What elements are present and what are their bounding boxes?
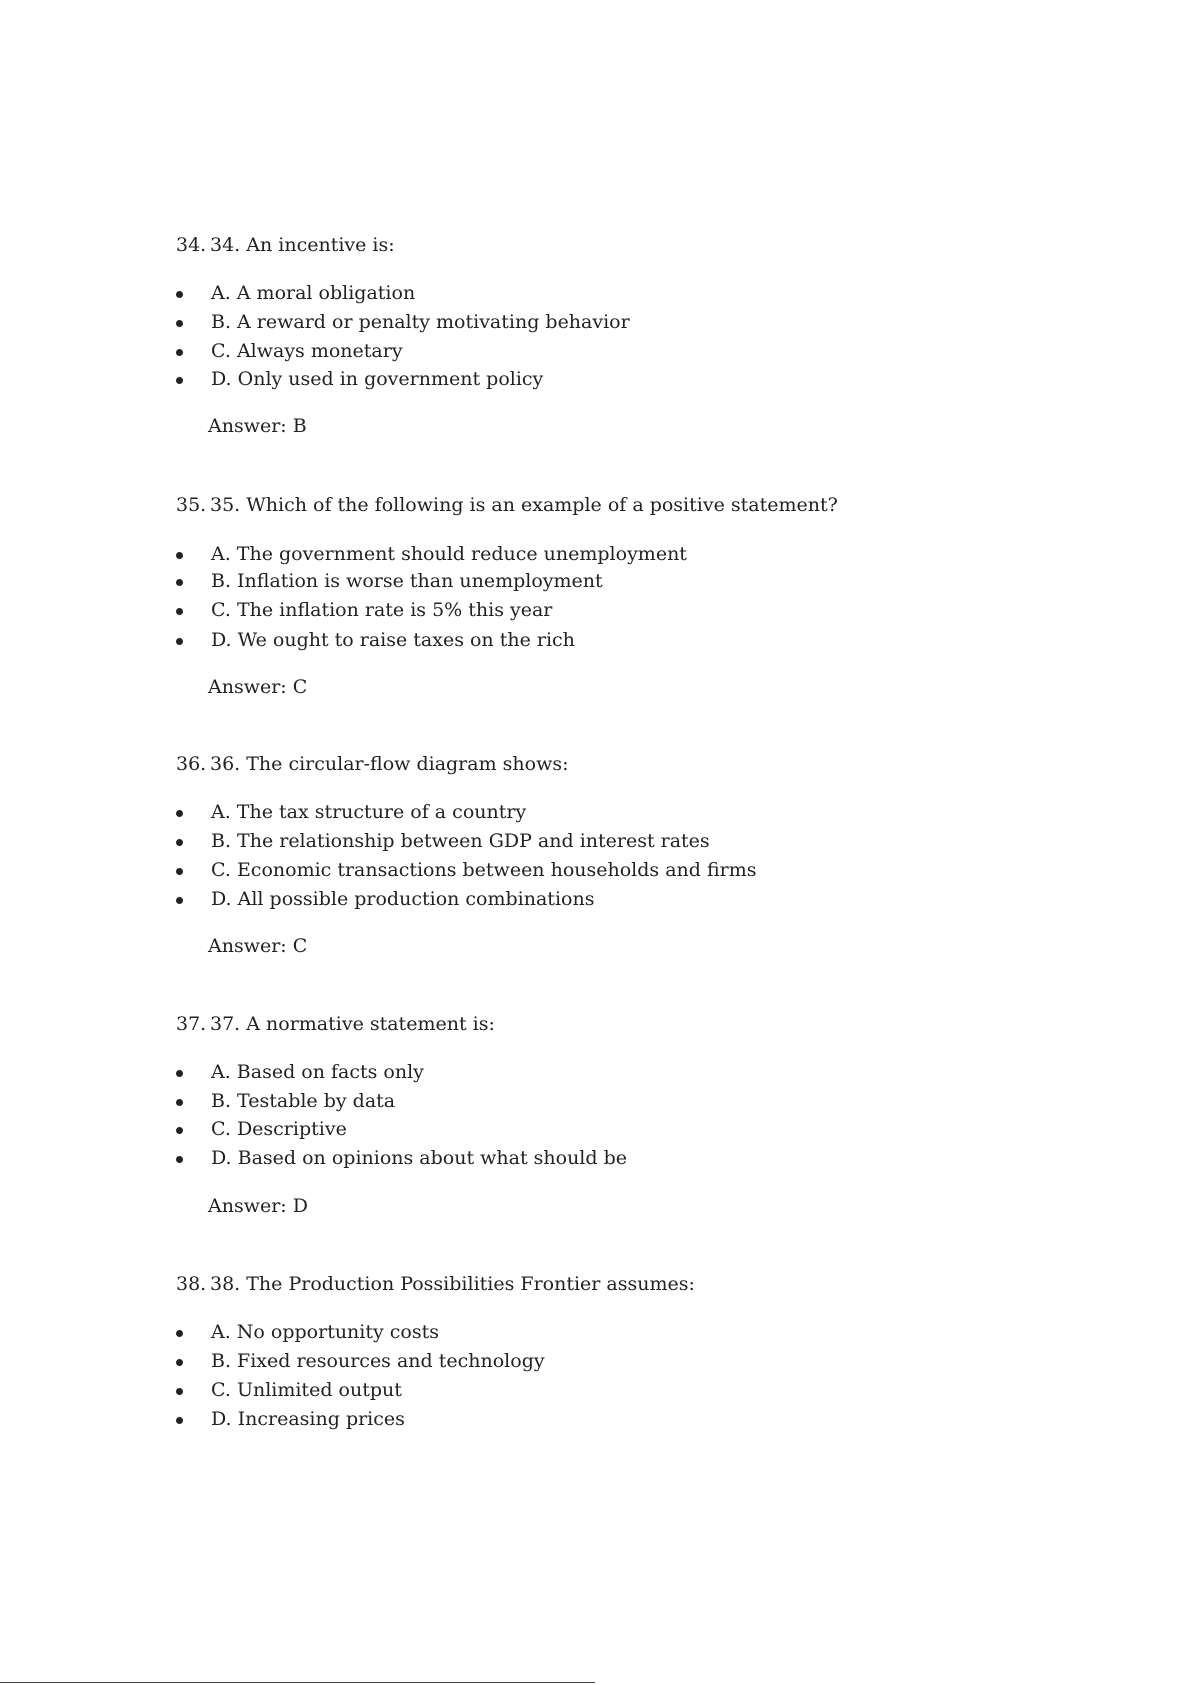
bullet-icon bbox=[176, 1359, 183, 1366]
question-number: 35. bbox=[176, 494, 207, 516]
bullet-icon bbox=[176, 1156, 183, 1163]
bullet-icon bbox=[176, 897, 183, 904]
answer-text: Answer: C bbox=[208, 935, 308, 957]
bullet-icon bbox=[176, 320, 183, 327]
bullet-icon bbox=[176, 291, 183, 298]
bullet-icon bbox=[176, 377, 183, 384]
question-text: 34. An incentive is: bbox=[210, 234, 395, 256]
bullet-icon bbox=[176, 579, 183, 586]
answer-text: Answer: D bbox=[208, 1195, 308, 1217]
question-line bbox=[176, 1272, 695, 1296]
question-text: 36. The circular-flow diagram shows: bbox=[210, 753, 569, 775]
bullet-icon bbox=[176, 638, 183, 645]
bullet-icon bbox=[176, 1388, 183, 1395]
bullet-icon bbox=[176, 608, 183, 615]
bullet-icon bbox=[176, 1127, 183, 1134]
question-number: 38. bbox=[176, 1273, 207, 1295]
footer-divider bbox=[0, 1682, 595, 1683]
bullet-icon bbox=[176, 839, 183, 846]
question-text: 38. The Production Possibilities Frontier assumes: bbox=[210, 1273, 695, 1295]
option-text: D. Based on opinions about what should be bbox=[211, 1147, 627, 1169]
bullet-icon bbox=[176, 868, 183, 875]
bullet-icon bbox=[176, 1330, 183, 1337]
question-number: 34. bbox=[176, 234, 207, 256]
bullet-icon bbox=[176, 1070, 183, 1077]
question-line bbox=[176, 233, 395, 257]
bullet-icon bbox=[176, 810, 183, 817]
question-line bbox=[176, 1012, 495, 1036]
option-text: A. A moral obligation bbox=[211, 282, 416, 304]
question-number: 37. bbox=[176, 1013, 207, 1035]
option-text: B. Inflation is worse than unemployment bbox=[211, 570, 603, 592]
option-text: D. All possible production combinations bbox=[211, 888, 595, 910]
option-text: B. The relationship between GDP and interest rates bbox=[211, 830, 710, 852]
option-text: D. We ought to raise taxes on the rich bbox=[211, 629, 575, 651]
option-text: A. Based on facts only bbox=[211, 1061, 424, 1083]
question-line bbox=[176, 493, 838, 517]
bullet-icon bbox=[176, 1099, 183, 1106]
bullet-icon bbox=[176, 1417, 183, 1424]
option-text: B. Fixed resources and technology bbox=[211, 1350, 545, 1372]
bullet-icon bbox=[176, 552, 183, 559]
option-text: A. The tax structure of a country bbox=[211, 801, 527, 823]
option-text: C. The inflation rate is 5% this year bbox=[211, 599, 553, 621]
question-text: 37. A normative statement is: bbox=[210, 1013, 495, 1035]
answer-text: Answer: C bbox=[208, 676, 308, 698]
bullet-icon bbox=[176, 349, 183, 356]
question-text: 35. Which of the following is an example of a positive statement? bbox=[210, 494, 838, 516]
question-number: 36. bbox=[176, 753, 207, 775]
option-text: C. Descriptive bbox=[211, 1118, 347, 1140]
option-text: D. Only used in government policy bbox=[211, 368, 544, 390]
option-text: C. Always monetary bbox=[211, 340, 403, 362]
answer-text: Answer: B bbox=[208, 415, 307, 437]
option-text: A. The government should reduce unemployment bbox=[211, 543, 687, 565]
option-text: C. Economic transactions between households and firms bbox=[211, 859, 757, 881]
option-text: D. Increasing prices bbox=[211, 1408, 405, 1430]
question-line bbox=[176, 752, 569, 776]
option-text: B. Testable by data bbox=[211, 1090, 396, 1112]
option-text: C. Unlimited output bbox=[211, 1379, 402, 1401]
option-text: A. No opportunity costs bbox=[211, 1321, 439, 1343]
option-text: B. A reward or penalty motivating behavior bbox=[211, 311, 630, 333]
